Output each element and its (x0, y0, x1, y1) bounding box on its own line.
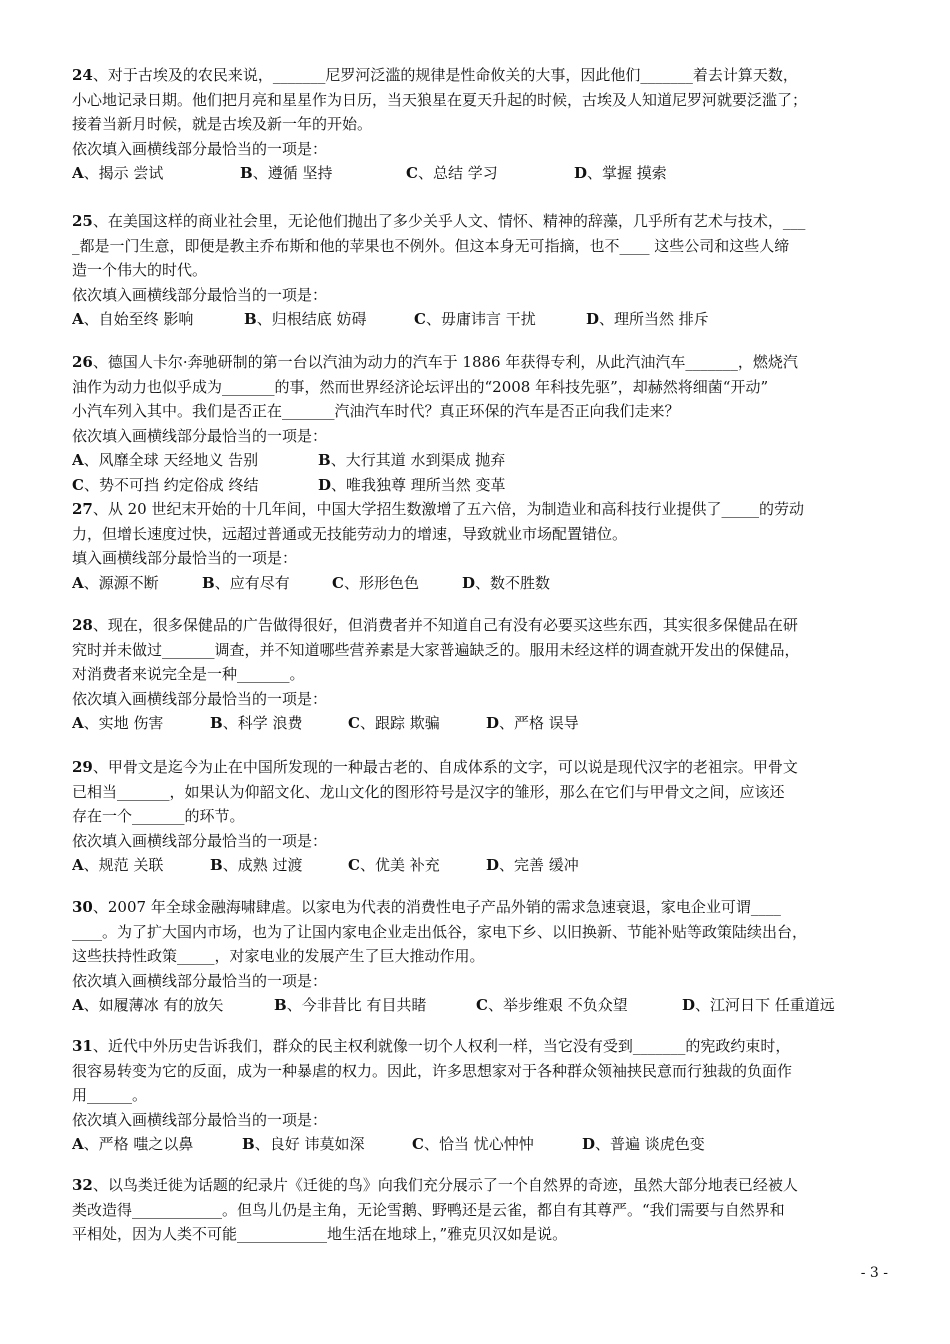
question-line: 28、现在，很多保健品的广告做得很好，但消费者并不知道自己有没有必要买这些东西，其实很多保健品在研 (72, 616, 798, 634)
options-row (72, 571, 892, 596)
options-row (72, 161, 892, 186)
question-prompt: 依次填入画横线部分最恰当的一项是： (72, 426, 328, 445)
option-a[interactable]: A、源源不断 (72, 573, 159, 592)
options-row (72, 307, 892, 332)
question-number: 32 (72, 1176, 93, 1194)
option-c[interactable]: C、总结 学习 (406, 164, 498, 182)
question-line: 接着当新月时候，就是古埃及新一年的开始。 (72, 115, 373, 133)
question-prompt: 依次填入画横线部分最恰当的一项是： (72, 1110, 328, 1129)
option-c[interactable]: C、势不可挡 约定俗成 终结 (72, 475, 259, 494)
question-line: 32、以鸟类迁徙为话题的纪录片《迁徙的鸟》向我们充分展示了一个自然界的奇迹，虽然大部分地表已经被人 (72, 1176, 798, 1194)
question-number: 29 (72, 758, 93, 776)
option-d[interactable]: D、掌握 摸索 (574, 164, 667, 182)
option-d[interactable]: D、数不胜数 (462, 573, 551, 592)
question-line: 小汽车列入其中。我们是否正在_______汽油汽车时代？真正环保的汽车是否正向我们走来？ (72, 402, 680, 420)
question-prompt: 依次填入画横线部分最恰当的一项是： (72, 831, 328, 850)
question-prompt: 依次填入画横线部分最恰当的一项是： (72, 971, 328, 990)
option-c[interactable]: C、形形色色 (332, 573, 419, 592)
option-c[interactable]: C、毋庸讳言 干扰 (414, 310, 536, 328)
options-row (72, 711, 892, 736)
option-a[interactable]: A、揭示 尝试 (72, 164, 164, 182)
question-line: 25、在美国这样的商业社会里，无论他们抛出了多少关乎人文、情怀、精神的辞藻，几乎所有艺术与技术，___ (72, 212, 806, 230)
option-c[interactable]: C、优美 补充 (348, 856, 440, 874)
question-line: 小心地记录日期。他们把月亮和星星作为日历，当天狼星在夏天升起的时候，古埃及人知道尼罗河就要泛滥了； (72, 90, 808, 109)
question-number: 30 (72, 898, 93, 916)
question-line: 这些扶持性政策_____，对家电业的发展产生了巨大推动作用。 (72, 947, 485, 965)
question-line: 31、近代中外历史告诉我们，群众的民主权利就像一切个人权利一样，当它没有受到_______的宪政约束时， (72, 1037, 791, 1055)
question-line: 究时并未做过_______调查，并不知道哪些营养素是大家普遍缺乏的。服用未经这样的调查就开发出的保健品， (72, 640, 800, 659)
question-number: 26 (72, 353, 93, 371)
options-row (72, 448, 892, 473)
question-30 (72, 895, 892, 1018)
question-line: 29、甲骨文是迄今为止在中国所发现的一种最古老的、自成体系的文字，可以说是现代汉字的老祖宗。甲骨文 (72, 758, 798, 776)
question-line: 造一个伟大的时代。 (72, 261, 208, 279)
options-row (72, 1132, 892, 1157)
option-b[interactable]: B、应有尽有 (202, 573, 290, 592)
option-a[interactable]: A、风靡全球 天经地义 告别 (72, 451, 259, 469)
option-d[interactable]: D、江河日下 任重道远 (682, 996, 835, 1014)
option-a[interactable]: A、自始至终 影响 (72, 310, 194, 328)
options-row (72, 473, 892, 498)
option-a[interactable]: A、实地 伤害 (72, 714, 164, 732)
question-line: 用______。 (72, 1086, 148, 1104)
question-line: 很容易转变为它的反面，成为一种暴虐的权力。因此，许多思想家对于各种群众领袖挟民意而行独裁的负面作 (72, 1061, 793, 1080)
question-29 (72, 755, 892, 878)
option-b[interactable]: B、科学 浪费 (210, 714, 303, 732)
option-b[interactable]: B、良好 讳莫如深 (242, 1135, 365, 1153)
question-prompt: 依次填入画横线部分最恰当的一项是： (72, 689, 328, 708)
question-32 (72, 1173, 892, 1247)
options-row (72, 993, 892, 1018)
option-b[interactable]: B、遵循 坚持 (240, 164, 333, 182)
question-line: 对消费者来说完全是一种_______。 (72, 665, 305, 683)
option-d[interactable]: D、理所当然 排斥 (586, 310, 709, 328)
question-number: 24 (72, 66, 93, 84)
question-line: 26、德国人卡尔·奔驰研制的第一台以汽油为动力的汽车于 1886 年获得专利，从此汽油汽车_______，燃烧汽 (72, 353, 798, 371)
question-line: ____。为了扩大国内市场，也为了让国内家电企业走出低谷，家电下乡、以旧换新、节能补贴等政策陆续出台， (72, 922, 808, 941)
question-line: 类改造得____________。但鸟儿仍是主角，无论雪鹅、野鸭还是云雀，都自有其尊严。“我们需要与自然界和 (72, 1200, 785, 1219)
question-prompt: 依次填入画横线部分最恰当的一项是： (72, 139, 328, 158)
option-a[interactable]: A、规范 关联 (72, 856, 164, 874)
options-row (72, 853, 892, 878)
option-b[interactable]: B、大行其道 水到渠成 抛弃 (318, 451, 506, 469)
option-d[interactable]: D、普遍 谈虎色变 (582, 1135, 705, 1153)
question-line: 力，但增长速度过快，远超过普通或无技能劳动力的增速，导致就业市场配置错位。 (72, 524, 628, 543)
question-line: 存在一个_______的环节。 (72, 807, 245, 825)
option-d[interactable]: D、完善 缓冲 (486, 856, 579, 874)
question-line: 24、对于古埃及的农民来说，_______尼罗河泛滥的规律是性命攸关的大事，因此他们_______着去计算天数， (72, 66, 798, 84)
question-number: 31 (72, 1037, 93, 1055)
option-c[interactable]: C、恰当 忧心忡忡 (412, 1135, 534, 1153)
question-28 (72, 613, 892, 736)
question-line: 27、从 20 世纪末开始的十几年间，中国大学招生数激增了五六倍，为制造业和高科技行业提供了_____的劳动 (72, 500, 805, 518)
option-d[interactable]: D、唯我独尊 理所当然 变革 (318, 475, 506, 494)
option-a[interactable]: A、严格 嗤之以鼻 (72, 1135, 194, 1153)
option-a[interactable]: A、如履薄冰 有的放矢 (72, 996, 224, 1014)
question-31 (72, 1034, 892, 1157)
question-number: 28 (72, 616, 93, 634)
question-line: 30、2007 年全球金融海啸肆虐。以家电为代表的消费性电子产品外销的需求急速衰退，家电企业可谓____ (72, 898, 781, 916)
question-24 (72, 63, 892, 186)
question-prompt: 依次填入画横线部分最恰当的一项是： (72, 285, 328, 304)
question-line: _都是一门生意，即便是教主乔布斯和他的苹果也不例外。但这本身无可指摘，也不____ 这些公司和这些人缔 (72, 236, 790, 255)
question-line: 平相处，因为人类不可能____________地生活在地球上，”雅克贝汉如是说。 (72, 1225, 568, 1243)
question-number: 27 (72, 500, 93, 518)
question-number: 25 (72, 212, 93, 230)
option-d[interactable]: D、严格 误导 (486, 714, 579, 732)
option-c[interactable]: C、举步维艰 不负众望 (476, 996, 628, 1014)
question-25 (72, 209, 892, 332)
option-b[interactable]: B、今非昔比 有目共睹 (274, 996, 427, 1014)
question-line: 已相当_______，如果认为仰韶文化、龙山文化的图形符号是汉字的雏形，那么在它们与甲骨文之间，应该还 (72, 782, 785, 801)
question-27 (72, 497, 892, 595)
question-26 (72, 350, 892, 497)
page-number: - 3 - (860, 1265, 888, 1281)
option-b[interactable]: B、归根结底 妨碍 (244, 310, 367, 328)
option-b[interactable]: B、成熟 过渡 (210, 856, 303, 874)
question-prompt: 填入画横线部分最恰当的一项是： (72, 549, 298, 567)
option-c[interactable]: C、跟踪 欺骗 (348, 714, 440, 732)
question-line: 油作为动力也似乎成为_______的事，然而世界经济论坛评出的“2008 年科技先驱”，却赫然将细菌“开动” (72, 377, 769, 396)
